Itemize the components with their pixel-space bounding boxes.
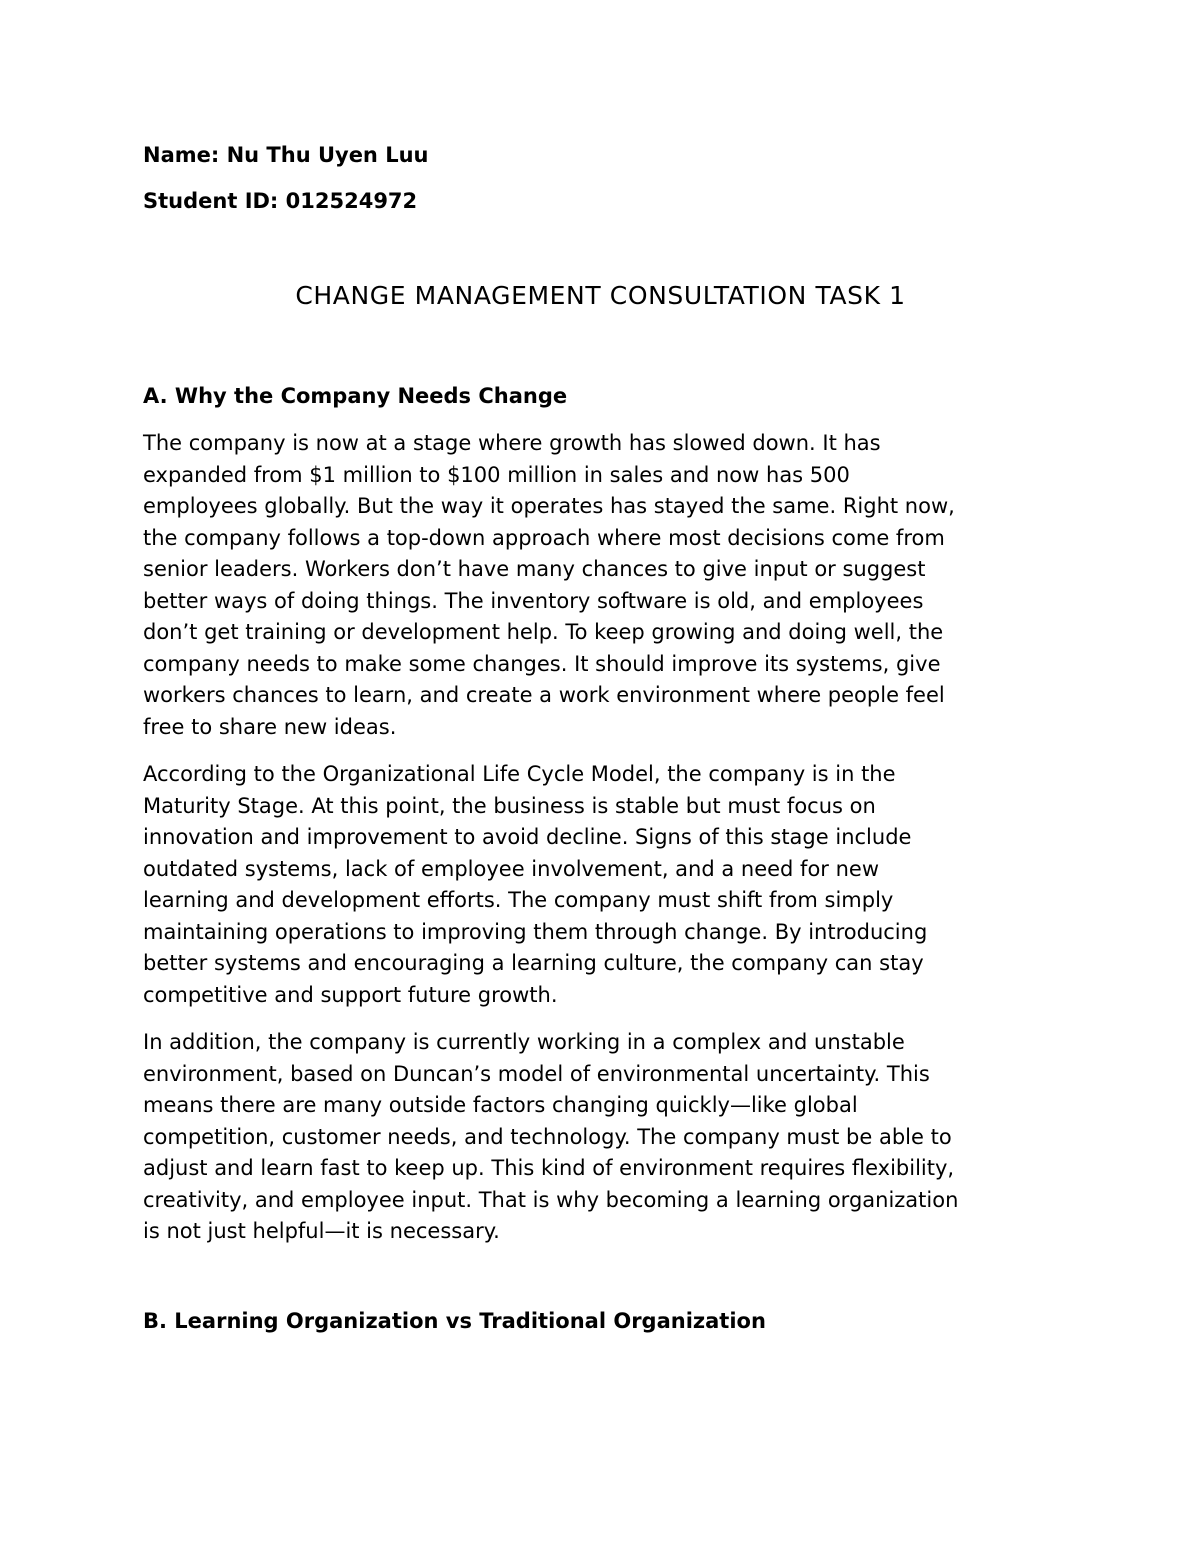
student-id: Student ID: 012524972 (143, 189, 418, 213)
section-b-heading: B. Learning Organization vs Traditional Organization (143, 1308, 766, 1333)
document-body (143, 138, 1073, 1337)
section-a-paragraph-2: According to the Organizational Life Cycle Model, the company is in the Maturity Stage. At this point, the business is stable but must focus on innovation and improvement to avoid decline. Signs of this stage include outdated systems, lack of employee involvement, and a need for new learning and development efforts. The company must shift from simply maintaining operations to improving them through change. By introducing better systems and encouraging a learning culture, the company can stay competitive and support future growth. (143, 762, 928, 1007)
student-name: Name: Nu Thu Uyen Luu (143, 143, 429, 167)
document-title: CHANGE MANAGEMENT CONSULTATION TASK 1 (295, 281, 906, 310)
section-a-paragraph-1: The company is now at a stage where growth has slowed down. It has expanded from $1 million to $100 million in sales and now has 500 employees globally. But the way it operates has stayed the same. Right now, the company follows a top-down approach where most decisions come from senior leaders. Workers don’t have many chances to give input or suggest better ways of doing things. The inventory software is old, and employees don’t get training or development help. To keep growing and doing well, the company needs to make some changes. It should improve its systems, give workers chances to learn, and create a work environment where people feel free to share new ideas. (143, 431, 955, 739)
section-a-heading: A. Why the Company Needs Change (143, 384, 568, 408)
section-a-paragraph-3: In addition, the company is currently working in a complex and unstable environment, based on Duncan’s model of environmental uncertainty. This means there are many outside factors changing quickly—like global competition, customer needs, and technology. The company must be able to adjust and learn fast to keep up. This kind of environment requires flexibility, creativity, and employee input. That is why becoming a learning organization is not just helpful—it is necessary. (143, 1030, 959, 1243)
